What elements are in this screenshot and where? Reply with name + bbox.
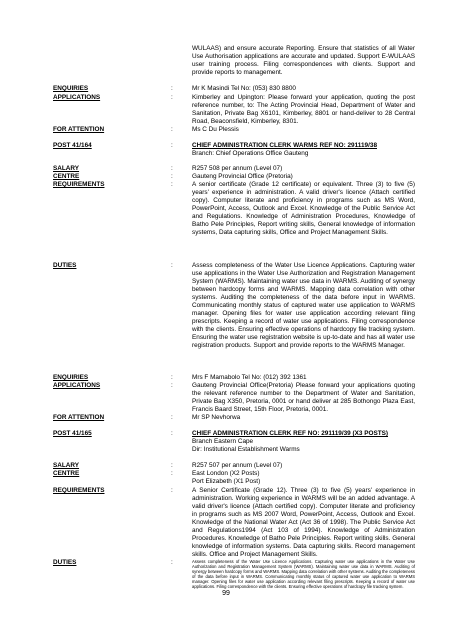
colon: : bbox=[171, 487, 173, 494]
attention-value: Mr SP Nevhorwa bbox=[192, 414, 241, 421]
post-164-branch: Branch: Chief Operations Office Gauteng bbox=[192, 150, 309, 157]
colon: : bbox=[171, 414, 173, 421]
post-165-title: CHIEF ADMINISTRATION CLERK REF NO: 291119/39 (X3 POSTS) bbox=[192, 430, 389, 437]
centre-value: Port Elizabeth (X1 Post) bbox=[192, 478, 261, 485]
page-number: 99 bbox=[222, 590, 230, 597]
attention-label: FOR ATTENTION bbox=[53, 414, 105, 421]
colon: : bbox=[171, 181, 173, 188]
enquiries-label: ENQUIRIES bbox=[53, 374, 89, 381]
colon: : bbox=[171, 262, 173, 269]
duties-value: Assess completeness of the Water Use Licence Applications. Capturing water use applications in the Water Use Authorization and Registration Management System (WARMS). Maintaining water use data in WARMS. Auditing of synergy between hardcopy forms and WARMS. Mapping data correlation with other systems. Auditing the completeness of the data before input in WARMS. Communicating monthly status of captured water use application to WARMS manager. Opening files for water use application according relevant filing prescripts. Keeping a record of water use applications. Filing correspondence with the clients. Ensuring effective operations of hardcopy file tracking system. Ensuring the water use registration website is up-to-date and has all water use registration products. Support and provide reports to the WARMS Manager. bbox=[192, 262, 415, 349]
colon: : bbox=[171, 85, 173, 92]
salary-label: SALARY bbox=[53, 165, 80, 172]
requirements-value: A Senior Certificate (Grade 12). Three (3) to five (5) years' experience in administration. Working experience in WARMS will be an added advantage. A valid driver's licence (Attach certified copy). Computer literate and proficiency in programs such as MS 2007 Word, PowerPoint, Access, Outlook and Excel. Knowledge of the National Water Act (Act 36 of 1998). The Public Service Act and Regulations1994 (Act 103 of 1994). Knowledge of Administration Procedures. Knowledge of Batho Pele Principles. Report writing skills. General knowledge of information systems. Data capturing skills. Record management skills. Office and Project Management Skills. bbox=[192, 487, 415, 558]
salary-value: R257 507 per annum (Level 07) bbox=[192, 462, 283, 469]
requirements-label: REQUIREMENTS bbox=[53, 487, 105, 494]
enquiries-label: ENQUIRIES bbox=[53, 85, 89, 92]
colon: : bbox=[171, 94, 173, 101]
post-164-label: POST 41/164 bbox=[53, 142, 92, 149]
colon: : bbox=[171, 374, 173, 381]
post-165-branch: Branch Eastern Cape bbox=[192, 438, 254, 445]
post-165-label: POST 41/165 bbox=[53, 430, 92, 437]
centre-value: Gauteng Provincial Office (Pretoria) bbox=[192, 173, 293, 180]
applications-value: Gauteng Provincial Office(Pretoria) Please forward your applications quoting the relevant reference number to the Department of Water and Sanitation, Private Bag X350, Pretoria, 0001 or hand deliver at 285 Bothongo Plaza East, Francis Baard Street, 15th Floor, Pretoria, 0001. bbox=[192, 382, 415, 413]
colon: : bbox=[171, 165, 173, 172]
post-164-title: CHIEF ADMINISTRATION CLERK WARMS REF NO: 291119/38 bbox=[192, 142, 377, 149]
attention-value: Ms C Du Plessis bbox=[192, 126, 239, 133]
colon: : bbox=[171, 382, 173, 389]
requirements-value: A senior certificate (Grade 12 certificate) or equivalent. Three (3) to five (5) years' experience in administration. A valid driver's licence (Attach certified copy). Computer literate and proficiency in programs such as MS Word, PowerPoint, Access, Outlook and Excel. Knowledge of the Public Service Act and Regulations. Knowledge of Administration Procedures, Knowledge of Batho Pele Principles, Report writing skills, General knowledge of information systems, Data capturing skills, Office and Project Management Skills. bbox=[192, 181, 415, 236]
colon: : bbox=[171, 462, 173, 469]
attention-label: FOR ATTENTION bbox=[53, 126, 105, 133]
applications-label: APPLICATIONS bbox=[53, 94, 101, 101]
centre-label: CENTRE bbox=[53, 470, 80, 477]
enquiries-value: Mrs F Mamabolo Tel No: (012) 392 1361 bbox=[192, 374, 307, 381]
post-165-directorate: Dir: Institutional Establishment Warms bbox=[192, 446, 300, 453]
salary-value: R257 508 per annum (Level 07) bbox=[192, 165, 283, 172]
duties-label: DUTIES bbox=[53, 262, 77, 269]
centre-value: East London (X2 Posts) bbox=[192, 470, 260, 477]
colon: : bbox=[171, 470, 173, 477]
duties-label: DUTIES bbox=[53, 559, 77, 566]
colon: : bbox=[171, 559, 173, 566]
colon: : bbox=[171, 173, 173, 180]
colon: : bbox=[171, 126, 173, 133]
salary-label: SALARY bbox=[53, 462, 80, 469]
applications-label: APPLICATIONS bbox=[53, 382, 101, 389]
colon: : bbox=[171, 430, 173, 437]
applications-value: Kimberley and Upington: Please forward your application, quoting the post reference number, to: The Acting Provincial Head, Department of Water and Sanitation, Private Bag X6101, Kimberley, 8801 or hand-deliver to 28 Central Road, Beaconsfield, Kimberley, 8301. bbox=[192, 94, 415, 125]
top-continuation-text: WULAAS) and ensure accurate Reporting. Ensure that statistics of all Water Use Authorisation applications are accurate and updated. Support E-WULAAS user training process. Filing correspondences with clients. Support and provide reports to management. bbox=[192, 45, 415, 76]
requirements-label: REQUIREMENTS bbox=[53, 181, 105, 188]
centre-label: CENTRE bbox=[53, 173, 80, 180]
duties-value: Assess completeness of the Water Use Licence Applications. Capturing water use applications in the Water Use Authorization and Registration Management System (WARMS). Maintaining water use data in WARMS. Auditing of synergy between hardcopy forms and WARMS. Mapping data correlation with other systems. Auditing the completeness of the data before input in WARMS. Communicating monthly status of captured water use application to WARMS manager. Opening files for water use application according relevant filing prescripts. Keeping a record of water use applications. Filing correspondence with the clients. Ensuring effective operations of hardcopy file tracking system. bbox=[192, 559, 415, 589]
colon: : bbox=[171, 142, 173, 149]
enquiries-value: Mr K Masindi Tel No: (053) 830 8800 bbox=[192, 85, 296, 92]
